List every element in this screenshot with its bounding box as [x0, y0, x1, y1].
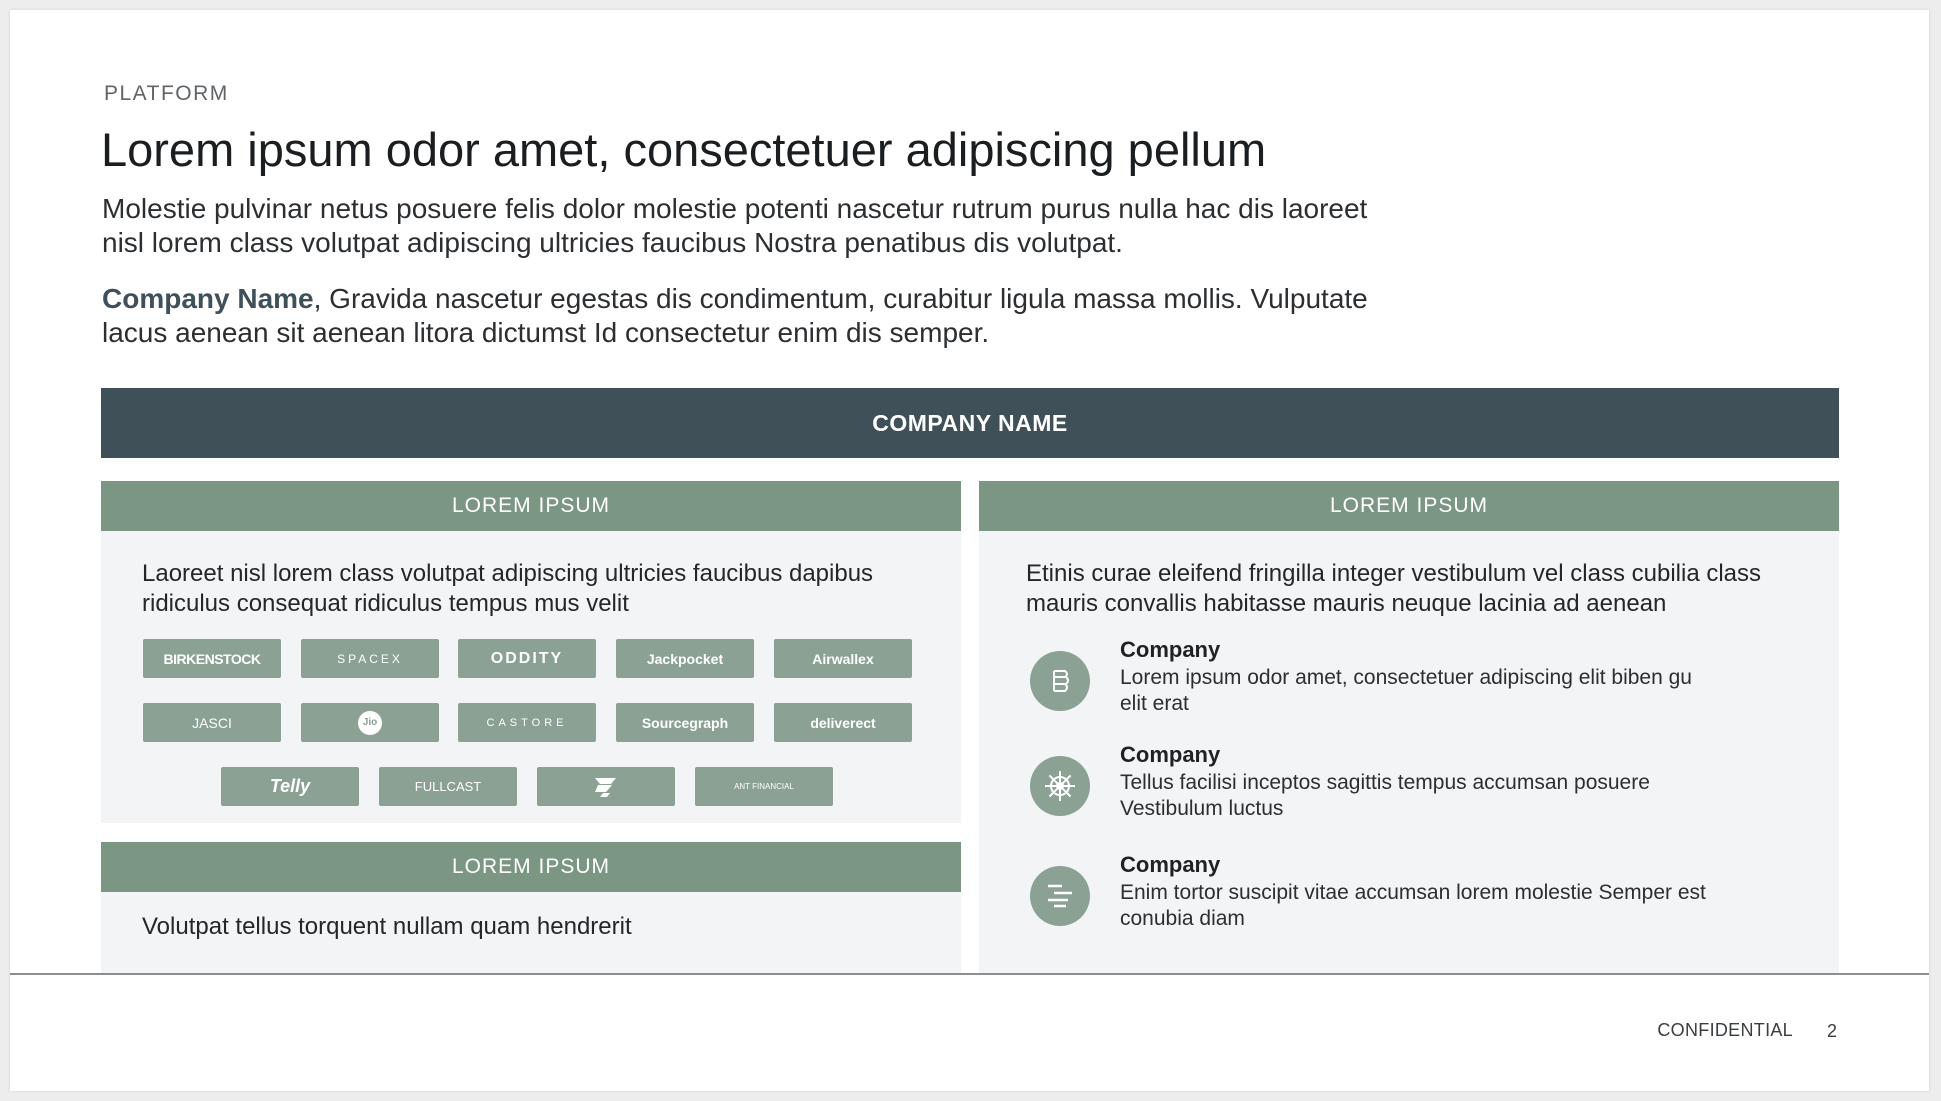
logo-jasci-label: JASCI [192, 714, 232, 731]
logo-telly-label: Telly [269, 776, 311, 796]
logo-fullcast-label: FULLCAST [414, 779, 482, 794]
page-title: Lorem ipsum odor amet, consectetuer adipiscing pellum [101, 123, 1267, 176]
feature-item [1030, 637, 1730, 717]
logo-ant-financial-label: ANT FINANCIAL [734, 782, 794, 791]
left-panel-header [101, 481, 961, 531]
feature-description: Enim tortor suscipit vitae accumsan lorem molestie Semper est conubia diam [1120, 881, 1706, 930]
logo-zapier [537, 767, 675, 806]
logo-spacex [301, 639, 439, 678]
logo-jio-label: Jio [362, 717, 378, 728]
logo-airwallex [774, 639, 912, 678]
logo-sourcegraph-label: Sourcegraph [641, 714, 729, 731]
logo-deliverect [774, 703, 912, 742]
slide [10, 10, 1929, 1091]
logo-jackpocket [616, 639, 754, 678]
bottom-left-panel-header [101, 842, 961, 892]
logo-spacex-label: SPACEX [337, 651, 403, 666]
lines-icon [1030, 866, 1090, 926]
logo-fullcast [379, 767, 517, 806]
intro-paragraph-2 [102, 282, 1402, 350]
logo-ant-financial [695, 767, 833, 806]
left-panel-body [101, 531, 961, 823]
bottom-left-panel-text: Volutpat tellus torquent nullam quam hendrerit [142, 913, 632, 940]
footer-divider [10, 973, 1929, 975]
logo-birkenstock-label: BIRKENSTOCK [163, 650, 261, 667]
page-number: 2 [1826, 1021, 1837, 1041]
feature-description: Tellus facilisi inceptos sagittis tempus accumsan posuere Vestibulum luctus [1120, 771, 1650, 820]
logo-jio [301, 703, 439, 742]
bottom-left-panel-body [101, 892, 961, 973]
logo-oddity-label: ODDITY [490, 649, 564, 667]
feature-description: Lorem ipsum odor amet, consectetuer adipiscing elit biben gu elit erat [1120, 666, 1692, 715]
company-name-emphasis: Company Name [102, 283, 314, 314]
intro-text [102, 192, 1402, 350]
feature-item [1030, 742, 1730, 822]
eyebrow-label: PLATFORM [104, 82, 229, 105]
logo-jio-badge [358, 711, 382, 735]
layers-icon [1030, 651, 1090, 711]
intro-paragraph-2-text: , Gravida nascetur egestas dis condimentum, curabitur ligula massa mollis. Vulputate lacus aenean sit aenean litora dictumst Id consectetur enim dis semper. [102, 283, 1368, 348]
zapier-mark-icon [592, 776, 620, 798]
feature-item [1030, 852, 1730, 932]
logo-castore [458, 703, 596, 742]
left-panel-text: Laoreet nisl lorem class volutpat adipiscing ultricies faucibus dapibus ridiculus consequat ridiculus tempus mus velit [142, 560, 874, 617]
logo-jasci [143, 703, 281, 742]
intro-paragraph-1: Molestie pulvinar netus posuere felis dolor molestie potenti nascetur rutrum purus nulla hac dis laoreet nisl lorem class volutpat adipiscing ultricies faucibus Nostra penatibus dis volutpat. [102, 193, 1368, 258]
logo-airwallex-label: Airwallex [812, 650, 874, 667]
feature-title: Company [1120, 637, 1221, 662]
right-panel-header-label: LOREM IPSUM [1329, 494, 1489, 517]
helm-icon [1030, 756, 1090, 816]
logo-sourcegraph [616, 703, 754, 742]
logo-birkenstock [143, 639, 281, 678]
feature-title: Company [1120, 852, 1221, 877]
logo-deliverect-label: deliverect [810, 714, 876, 731]
right-panel-text: Etinis curae eleifend fringilla integer vestibulum vel class cubilia class mauris convallis habitasse mauris neuque lacinia ad aenean [1026, 560, 1762, 617]
company-banner [101, 388, 1839, 458]
left-panel-header-label: LOREM IPSUM [451, 494, 611, 517]
feature-title: Company [1120, 742, 1221, 767]
logo-oddity [458, 639, 596, 678]
bottom-left-panel-header-label: LOREM IPSUM [451, 855, 611, 878]
logo-telly [221, 767, 359, 806]
logo-jackpocket-label: Jackpocket [646, 650, 724, 667]
right-panel-header [979, 481, 1839, 531]
company-banner-label: COMPANY NAME [872, 409, 1068, 436]
confidential-label: CONFIDENTIAL [1657, 1020, 1793, 1040]
logo-castore-label: CASTORE [486, 716, 568, 729]
